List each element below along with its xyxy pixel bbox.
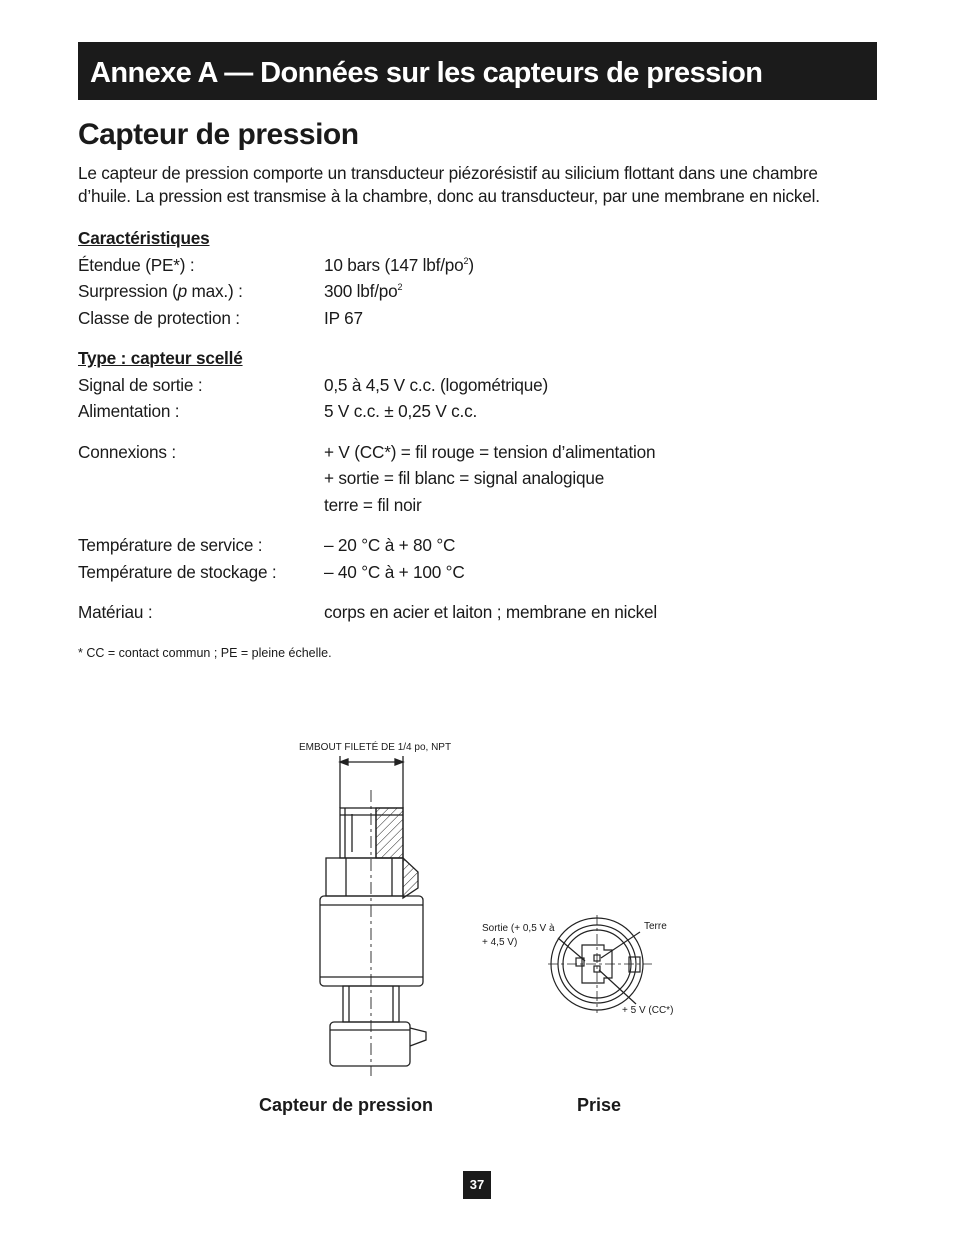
thread-label: EMBOUT FILETÉ DE 1/4 po, NPT — [299, 742, 452, 753]
characteristics-heading: Caractéristiques — [78, 228, 210, 248]
storage-temp-label: Température de stockage : — [78, 562, 277, 582]
supply-value: 5 V c.c. ± 0,25 V c.c. — [324, 401, 478, 421]
caption-plug: Prise — [577, 1095, 622, 1115]
connection-line: + sortie = fil blanc = signal analogique — [324, 468, 605, 488]
overpressure-label: Surpression (p max.) : — [78, 281, 243, 301]
type-heading: Type : capteur scellé — [78, 348, 243, 368]
connections-label: Connexions : — [78, 442, 176, 462]
output-signal-label: Signal de sortie : — [78, 375, 203, 395]
connection-line: + V (CC*) = fil rouge = tension d’alimentation — [324, 442, 656, 462]
range-label: Étendue (PE*) : — [78, 255, 195, 275]
intro-line: d’huile. La pression est transmise à la chambre, donc au transducteur, par une membrane en nickel. — [78, 186, 820, 206]
output-pin-label-2: + 4,5 V) — [482, 937, 518, 948]
service-temp-value: – 20 °C à + 80 °C — [324, 535, 456, 555]
section-title: Capteur de pression — [78, 118, 359, 151]
range-value: 10 bars (147 lbf/$po^2$) — [324, 255, 474, 275]
protection-label: Classe de protection : — [78, 308, 240, 328]
ground-label: Terre — [644, 921, 667, 932]
overpressure-value: 300 lbf/$po^2$ — [324, 281, 403, 301]
page-number: 37 — [463, 1171, 491, 1199]
connection-line: terre = fil noir — [324, 495, 422, 515]
supply-pin-label: + 5 V (CC*) — [622, 1005, 674, 1016]
material-value: corps en acier et laiton ; membrane en nickel — [324, 602, 658, 622]
output-signal-value: 0,5 à 4,5 V c.c. (logométrique) — [324, 375, 549, 395]
caption-sensor: Capteur de pression — [259, 1095, 434, 1115]
footnote: * CC = contact commun ; PE = pleine échelle. — [78, 646, 332, 660]
service-temp-label: Température de service : — [78, 535, 263, 555]
supply-label: Alimentation : — [78, 401, 180, 421]
header-title: Annexe A — Données sur les capteurs de pression — [90, 57, 763, 89]
intro-line: Le capteur de pression comporte un transducteur piézorésistif au silicium flottant dans une chambre — [78, 163, 818, 183]
output-pin-label: Sortie (+ 0,5 V à — [482, 923, 555, 934]
material-label: Matériau : — [78, 602, 153, 622]
storage-temp-value: – 40 °C à + 100 °C — [324, 562, 465, 582]
plug-drawing — [548, 915, 652, 1013]
protection-value: IP 67 — [324, 308, 363, 328]
pressure-sensor-drawing — [320, 756, 426, 1076]
